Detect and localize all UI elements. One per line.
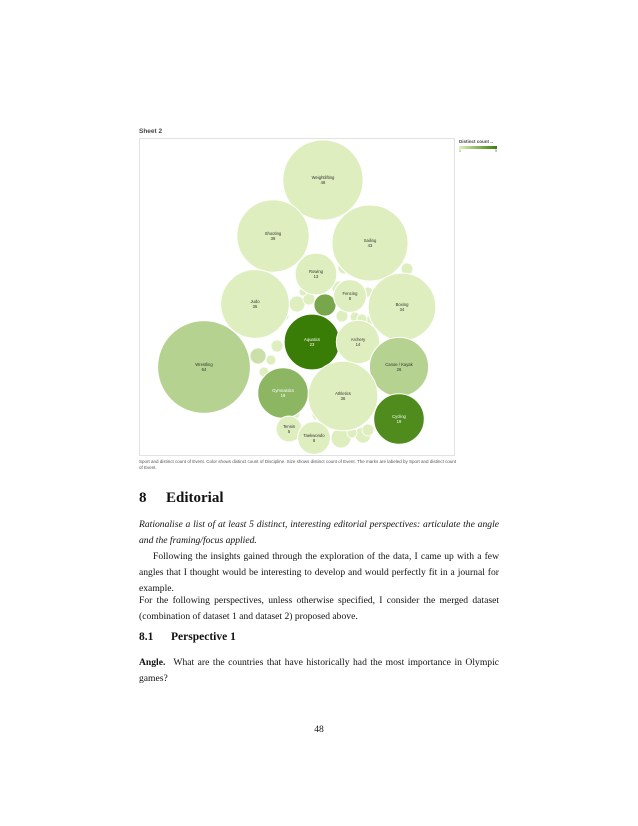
- bubble-label: Weightlifting: [311, 175, 335, 180]
- figure-caption: Sport and distinct count of Event. Color shows distinct count of Discipline. Size shows distinct count of Event. The marks are labeled by Sport and distinct count of Event.: [139, 459, 457, 470]
- angle-label: Angle.: [139, 657, 166, 668]
- subsection-heading: [139, 631, 236, 643]
- bubble-value: 5: [287, 429, 291, 434]
- bubble-canoe-kayak: [369, 337, 428, 396]
- section-number: 8: [139, 490, 147, 506]
- legend-ticks: [459, 149, 497, 153]
- bubble-cycling: [374, 394, 425, 445]
- color-legend: [459, 139, 497, 153]
- bubble-label: Taekwondo: [303, 433, 325, 438]
- bubble-value: 19: [280, 393, 286, 398]
- bubble-label: Fencing: [342, 291, 358, 296]
- bubble-value: 14: [355, 342, 361, 347]
- section-paragraph-1: Following the insights gained through the exploration of the data, I came up with a few angles that I thought would be interesting to develop and would perfectly fit in a journal for example.: [139, 551, 499, 594]
- bubble-shooting: [237, 200, 309, 272]
- bubble-label: Tennis: [282, 424, 296, 429]
- section-prompt: Rationalise a list of at least 5 distinct, interesting editorial perspectives: articulate the angle and the framing/focus applied.: [139, 519, 499, 546]
- bubble-value: 36: [340, 396, 346, 401]
- bubble-value: 23: [309, 342, 315, 347]
- bubble-label: Judo: [250, 299, 260, 304]
- bubble-gymnastics: [258, 368, 309, 419]
- subsection-number: 8.1: [139, 631, 154, 643]
- section-paragraph-2: For the following perspectives, unless otherwise specified, I consider the merged dataset (combination of dataset 1 and dataset 2) proposed above.: [139, 595, 499, 622]
- figure-title: Sheet 2: [139, 128, 163, 135]
- subsection-title: Perspective 1: [171, 631, 236, 643]
- bubble-value: 13: [313, 274, 319, 279]
- bubble-minor: [314, 294, 336, 316]
- bubble-fencing: [334, 280, 367, 313]
- page-number: 48: [314, 724, 324, 735]
- bubble-label: Archery: [350, 337, 366, 342]
- bubble-minor: [266, 355, 276, 365]
- bubble-minor: [362, 424, 374, 436]
- bubble-label: Boxing: [395, 302, 409, 307]
- bubble-athletics: [308, 361, 378, 431]
- bubble-rowing: [295, 253, 337, 295]
- bubble-value: 26: [396, 367, 402, 372]
- bubble-label: Shooting: [264, 231, 282, 236]
- legend-max-label: 9: [495, 149, 497, 153]
- bubble-value: 35: [252, 304, 258, 309]
- bubble-value: 64: [201, 367, 207, 372]
- bubble-taekwondo: [298, 422, 331, 455]
- bubble-chart: [139, 138, 455, 456]
- bubble-minor: [289, 296, 305, 312]
- bubble-label: Rowing: [309, 269, 323, 274]
- bubble-value: 8: [348, 296, 352, 301]
- angle-paragraph: [139, 655, 499, 687]
- bubble-judo: [221, 270, 290, 339]
- angle-text: What are the countries that have historically had the most importance in Olympic games?: [139, 657, 499, 684]
- bubble-label: Sailing: [363, 238, 377, 243]
- bubble-wrestling: [158, 321, 251, 414]
- bubble-value: 34: [399, 307, 405, 312]
- bubble-label: Athletics: [335, 391, 351, 396]
- bubble-minor: [271, 340, 283, 352]
- legend-min-label: 1: [459, 149, 461, 153]
- bubble-boxing: [368, 273, 436, 341]
- bubble-value: 39: [270, 236, 276, 241]
- bubble-label: Gymnastics: [272, 388, 294, 393]
- legend-title: Distinct count ..: [459, 139, 493, 144]
- section-heading: [139, 490, 224, 507]
- bubble-label: Cycling: [392, 414, 406, 419]
- bubble-label: Wrestling: [195, 362, 213, 367]
- bubble-value: 19: [396, 419, 402, 424]
- bubble-label: Aquatics: [303, 337, 321, 342]
- bubble-sailing: [332, 205, 408, 281]
- bubble-value: 43: [367, 243, 373, 248]
- bubble-label: Canoe / Kayak: [385, 362, 413, 367]
- bubble-minor: [250, 348, 266, 364]
- bubble-aquatics: [284, 314, 340, 370]
- bubble-value: 8: [312, 438, 316, 443]
- section-title: Editorial: [166, 490, 224, 506]
- bubble-value: 48: [320, 180, 326, 185]
